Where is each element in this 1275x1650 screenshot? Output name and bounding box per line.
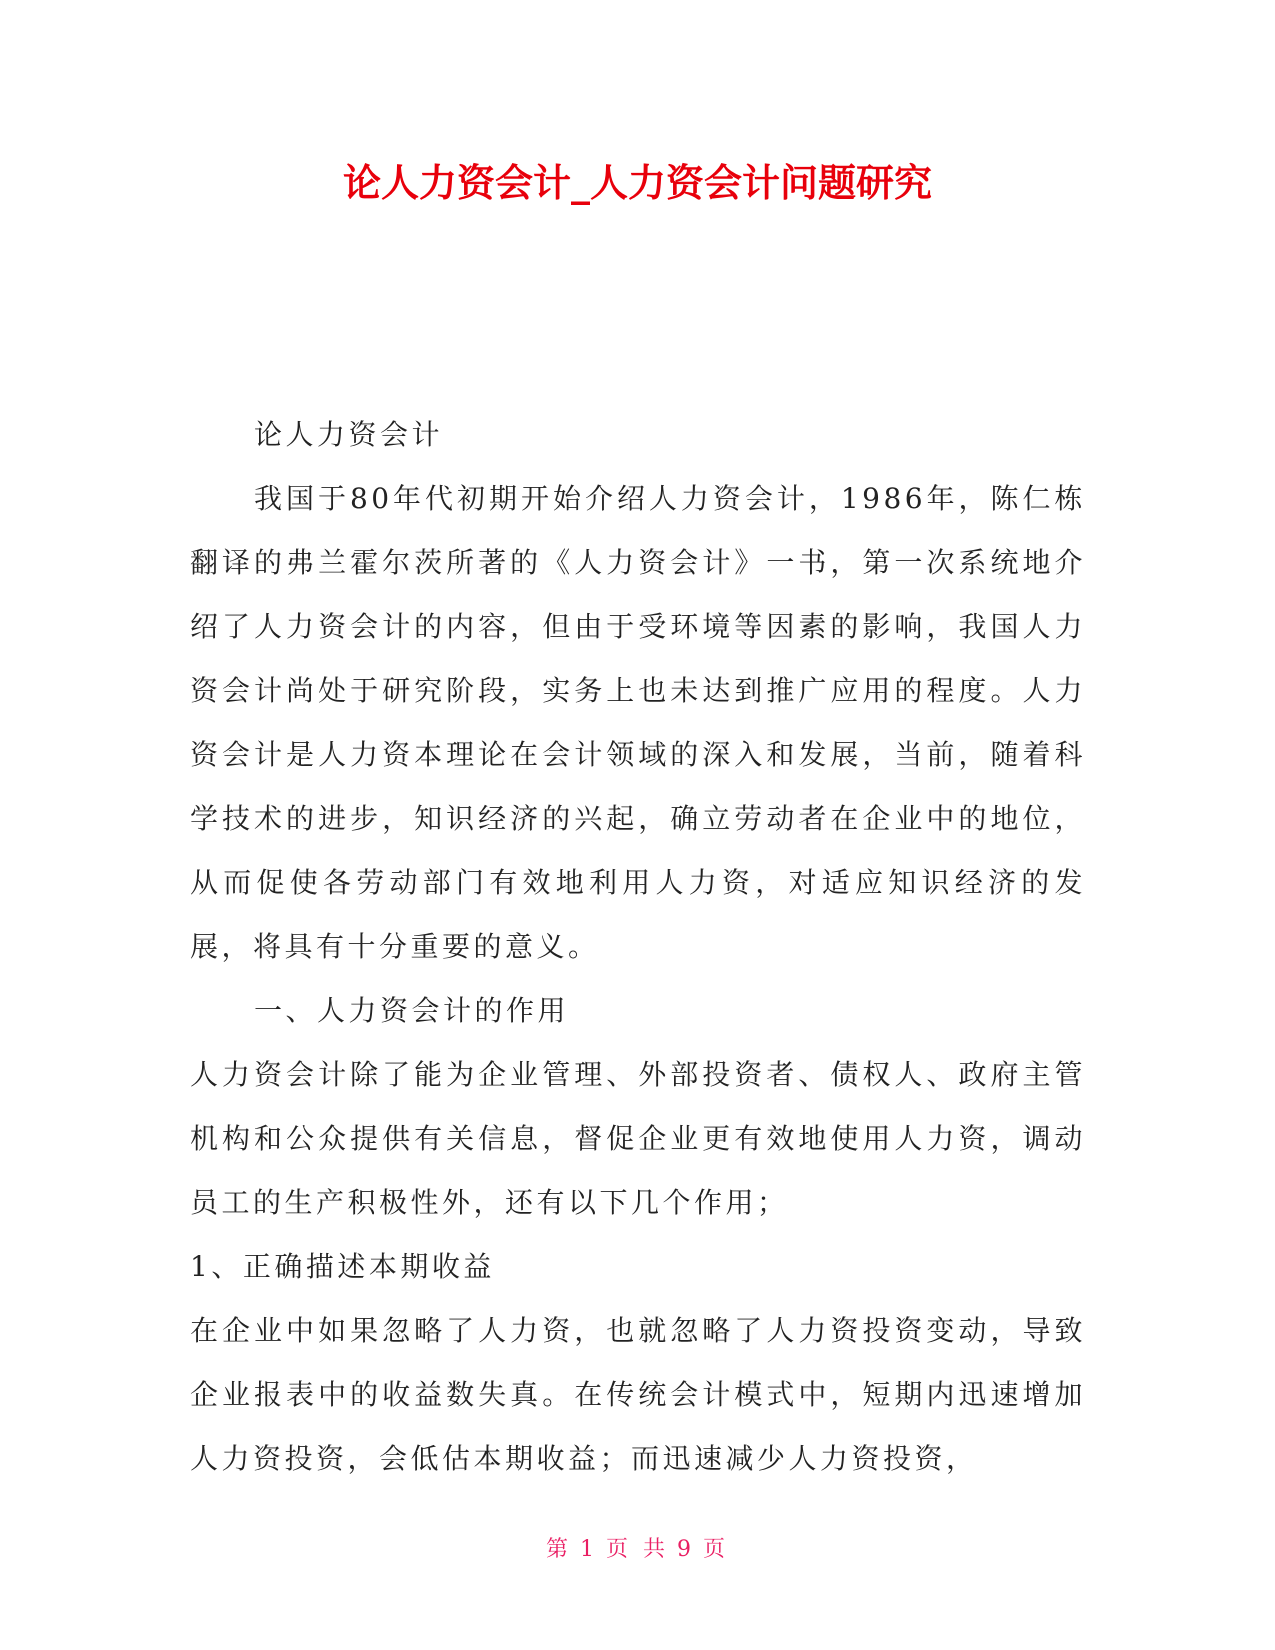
document-body [190,403,1086,1491]
page-footer [0,1535,1275,1565]
footer-prefix: 第 [545,1537,572,1562]
footer-page-number: 1 [580,1537,598,1562]
section-heading-1: 一、人力资会计的作用 [254,994,570,1027]
document-title: 论人力资会计_人力资会计问题研究 [342,161,932,205]
footer-suffix: 页 [703,1537,730,1562]
subsection-heading-1: 1、正确描述本期收益 [190,1250,495,1283]
paragraph-subsection-1: 在企业中如果忽略了人力资，也就忽略了人力资投资变动，导致企业报表中的收益数失真。在传统会计模式中，短期内迅速增加人力资投资，会低估本期收益；而迅速减少人力资投资， [190,1314,1086,1475]
footer-middle: 页 共 [606,1537,669,1562]
footer-total-pages: 9 [677,1537,695,1562]
paragraph-subtitle: 论人力资会计 [254,418,444,451]
paragraph-section-1: 人力资会计除了能为企业管理、外部投资者、债权人、政府主管机构和公众提供有关信息，督促企业更有效地使用人力资，调动员工的生产积极性外，还有以下几个作用； [190,1058,1086,1219]
paragraph-intro: 我国于80年代初期开始介绍人力资会计，1986年，陈仁栋翻译的弗兰霍尔茨所著的《人力资会计》一书，第一次系统地介绍了人力资会计的内容，但由于受环境等因素的影响，我国人力资会计尚处于研究阶段，实务上也未达到推广应用的程度。人力资会计是人力资本理论在会计领域的深入和发展，当前，随着科学技术的进步，知识经济的兴起，确立劳动者在企业中的地位，从而促使各劳动部门有效地利用人力资，对适应知识经济的发展，将具有十分重要的意义。 [190,482,1086,963]
